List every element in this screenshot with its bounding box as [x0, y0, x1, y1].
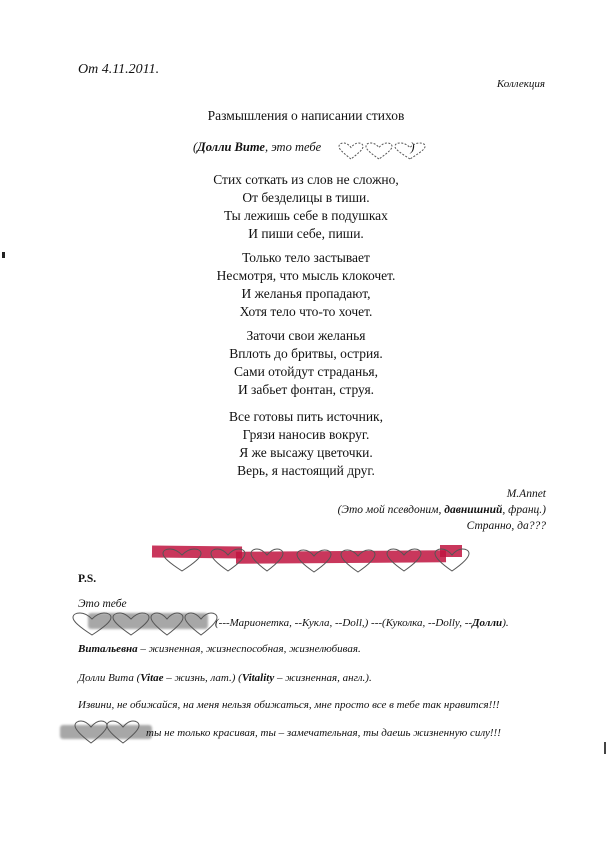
ps-names-end: ). [502, 617, 509, 629]
poem-line: Стих соткать из слов не сложно, [213, 172, 399, 187]
poem-line: Ты лежишь себе в подушках [224, 208, 388, 223]
poem-line: Грязи наносив вокруг. [242, 427, 370, 442]
dedication-rest: , это тебе [264, 140, 322, 154]
heart-outline-icon [250, 548, 284, 572]
ps-last-line: ты не только красивая, ты – замечательная, ты даешь жизненную силу!!! [146, 727, 501, 739]
poem-stanza-1 [0, 171, 612, 243]
heart-doodle-icon [365, 142, 393, 160]
poem-line: Вплоть до бритвы, острия. [229, 346, 383, 361]
signature-name: M.Annet [506, 488, 546, 500]
poem-title: Размышления о написании стихов [207, 108, 405, 123]
poem-stanza-2 [0, 249, 612, 321]
ps-dolly-a: Долли Вита ( [78, 672, 141, 684]
poem-line: Заточи свои желанья [246, 328, 366, 343]
heart-outline-icon [112, 612, 150, 636]
collection-label: Коллекция [496, 78, 545, 90]
heart-outline-icon [434, 548, 470, 572]
scan-mark [604, 742, 606, 754]
heart-outline-icon [296, 549, 332, 573]
poem-line: Сами отойдут страданья, [234, 364, 378, 379]
ps-dolly-vitality: Vitality [241, 672, 275, 684]
signature-note-post: , франц.) [502, 504, 546, 516]
ps-dolly-vita-line [78, 672, 372, 684]
signature-note [338, 504, 546, 516]
signature-note-pre: (Это мой псевдоним, [337, 504, 445, 516]
poem-line: От безделицы в тиши. [242, 190, 370, 205]
poem-line: Все готовы пить источник, [229, 409, 383, 424]
poem-line: Только тело застывает [242, 250, 370, 265]
heart-doodle-icon [338, 142, 364, 160]
ps-names-text: (---Марионетка, --Кукла, --Doll,) ---(Куколка, --Dolly, -- [215, 617, 473, 629]
poem-stanza-4 [0, 408, 612, 480]
heart-outline-icon [72, 612, 112, 636]
heart-outline-icon [386, 548, 422, 572]
poem-line: И пиши себе, пиши. [248, 226, 364, 241]
ps-to-you: Это тебе [78, 598, 127, 610]
ps-dolly-b: – жизнь, лат.) ( [163, 672, 242, 684]
ps-vitalevna-bold: Витальевна [78, 643, 138, 655]
poem-line: И желанья пропадают, [241, 286, 371, 301]
heart-outline-icon [210, 548, 246, 572]
signature-note-bold: давнишний [444, 504, 503, 516]
ps-vitalevna-rest: – жизненная, жизнеспособная, жизнелюбивая. [137, 643, 361, 655]
ps-apology-line: Извини, не обижайся, на меня нельзя обижаться, мне просто все в тебе так нравится!!! [78, 699, 500, 711]
heart-outline-icon [162, 548, 202, 572]
ps-names-bold: Долли [472, 617, 503, 629]
ps-dolly-c: – жизненная, англ.). [274, 672, 372, 684]
poem-line: Я же высажу цветочки. [239, 445, 373, 460]
scan-mark [2, 252, 5, 258]
heart-outline-icon [340, 549, 376, 573]
heart-outline-icon [74, 720, 108, 744]
signature-question: Странно, да??? [466, 520, 546, 532]
heart-doodle-icon [394, 142, 426, 160]
dedication-open: ( [193, 140, 198, 154]
poem-stanza-3 [0, 327, 612, 399]
document-date: От 4.11.2011. [78, 62, 160, 77]
poem-line: И забьет фонтан, струя. [237, 382, 375, 397]
ps-heading: P.S. [78, 573, 97, 585]
heart-outline-icon [184, 612, 218, 636]
ps-names-line [215, 617, 509, 629]
ps-vitalevna-line [78, 643, 361, 655]
ps-dolly-vitae: Vitae [140, 672, 164, 684]
dedication-name: Долли Вите [197, 140, 265, 154]
dedication-close: ) [410, 140, 415, 154]
poem-line: Несмотря, что мысль клокочет. [216, 268, 396, 283]
heart-outline-icon [106, 720, 140, 744]
poem-line: Верь, я настоящий друг. [237, 463, 375, 478]
poem-line: Хотя тело что-то хочет. [239, 304, 373, 319]
heart-outline-icon [150, 612, 184, 636]
